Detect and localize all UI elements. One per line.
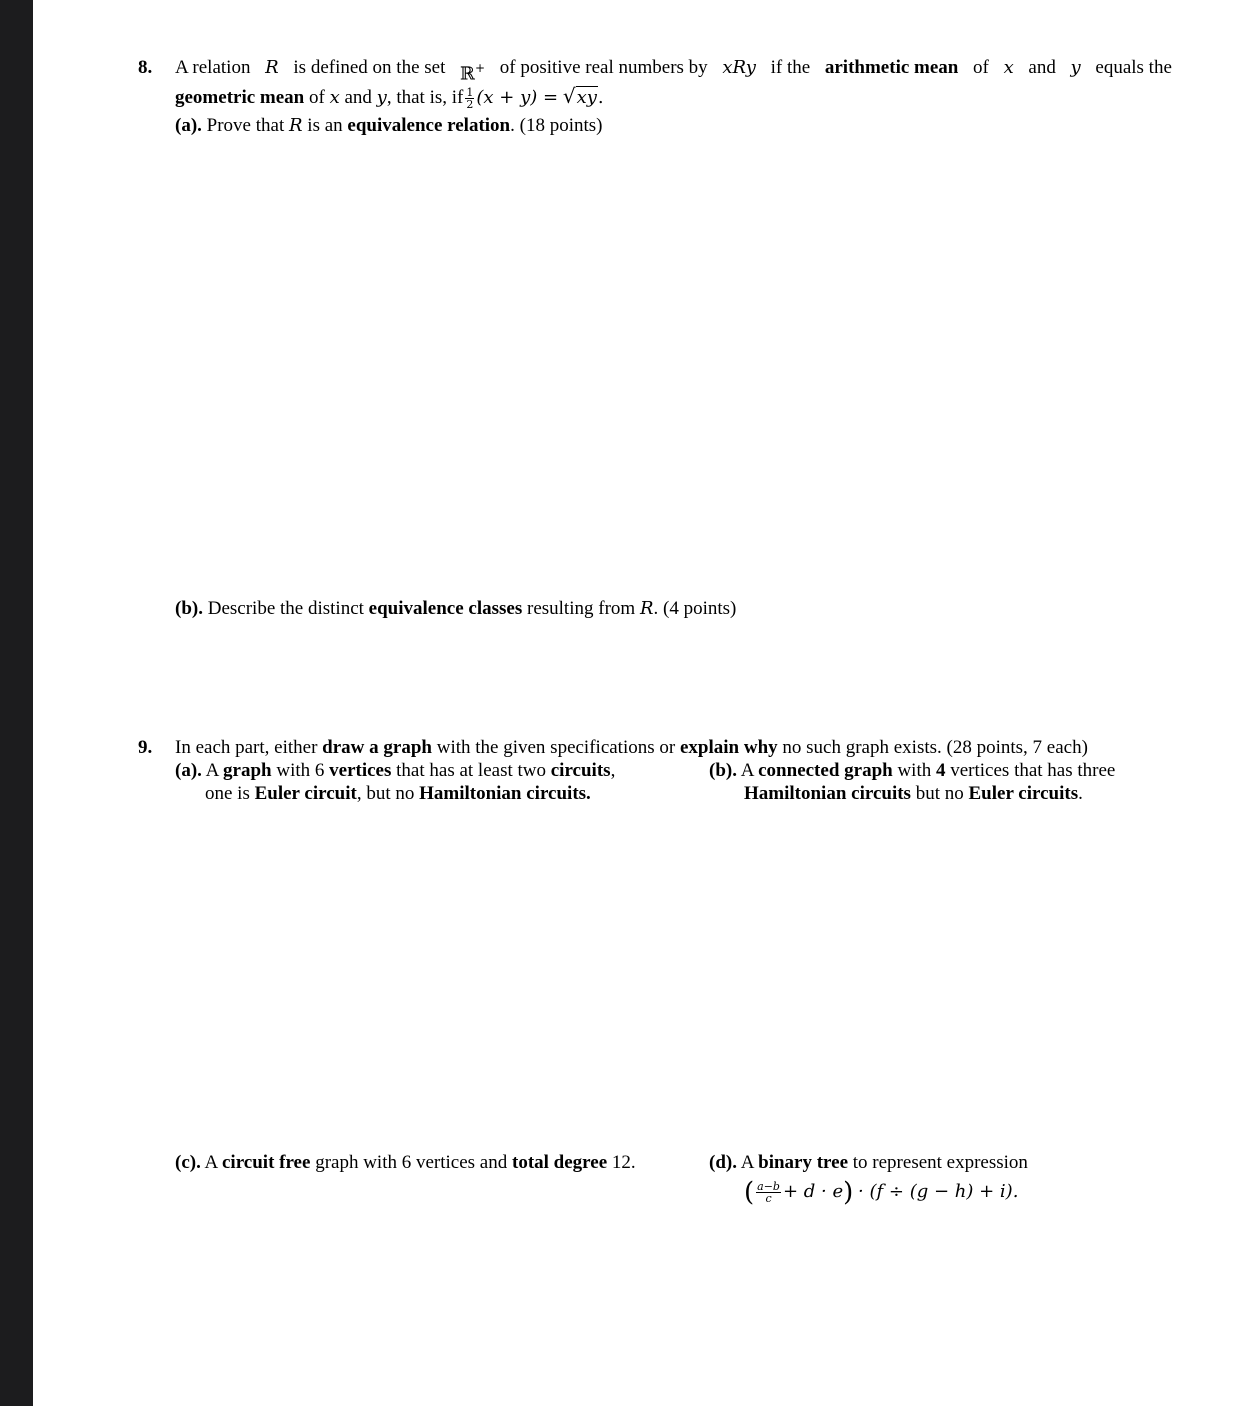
positive-reals-symbol: ℝ+ — [460, 61, 486, 85]
q9-part-c: (c). A circuit free graph with 6 vertices and total degree 12. — [175, 1152, 636, 1173]
square-root-icon: √ — [562, 84, 576, 108]
one-half-fraction: $\frac{1}{2}$ — [466, 86, 474, 112]
q9-part-d-expression: ( $\frac{a-b}{c}$ + d · e) · (f ÷ (g − h) + i). — [744, 1177, 1019, 1208]
question-8-number: 8. — [138, 57, 153, 78]
q8-line-2: geometric mean of x and y, that is, if $\frac{1}{2}$ (x + y) = √xy. — [175, 84, 604, 112]
question-9-number: 9. — [138, 737, 153, 758]
q9-part-b-line-1: (b). A connected graph with 4 vertices that has three — [709, 760, 1116, 781]
a-minus-b-over-c-fraction: $\frac{a-b}{c}$ — [757, 1180, 780, 1206]
q9-part-a-line-2: one is Euler circuit, but no Hamiltonian circuits. — [205, 783, 591, 804]
q9-part-a-line-1: (a). A graph with 6 vertices that has at least two circuits, — [175, 760, 616, 781]
q8-part-b: (b). Describe the distinct equivalence classes resulting from R. (4 points) — [175, 598, 737, 619]
q8-part-a: (a). Prove that R is an equivalence relation. (18 points) — [175, 115, 603, 136]
q9-intro: In each part, either draw a graph with the given specifications or explain why no such graph exists. (28 points, 7 each) — [175, 737, 1088, 758]
q9-part-b-line-2: Hamiltonian circuits but no Euler circuits. — [744, 783, 1083, 804]
q9-part-d-line-1: (d). A binary tree to represent expression — [709, 1152, 1028, 1173]
q8-line-1: A relation R is defined on the set ℝ+ of positive real numbers by xRy if the arithmetic mean of x and y equals the — [175, 57, 1172, 85]
left-dark-margin — [0, 0, 33, 1406]
